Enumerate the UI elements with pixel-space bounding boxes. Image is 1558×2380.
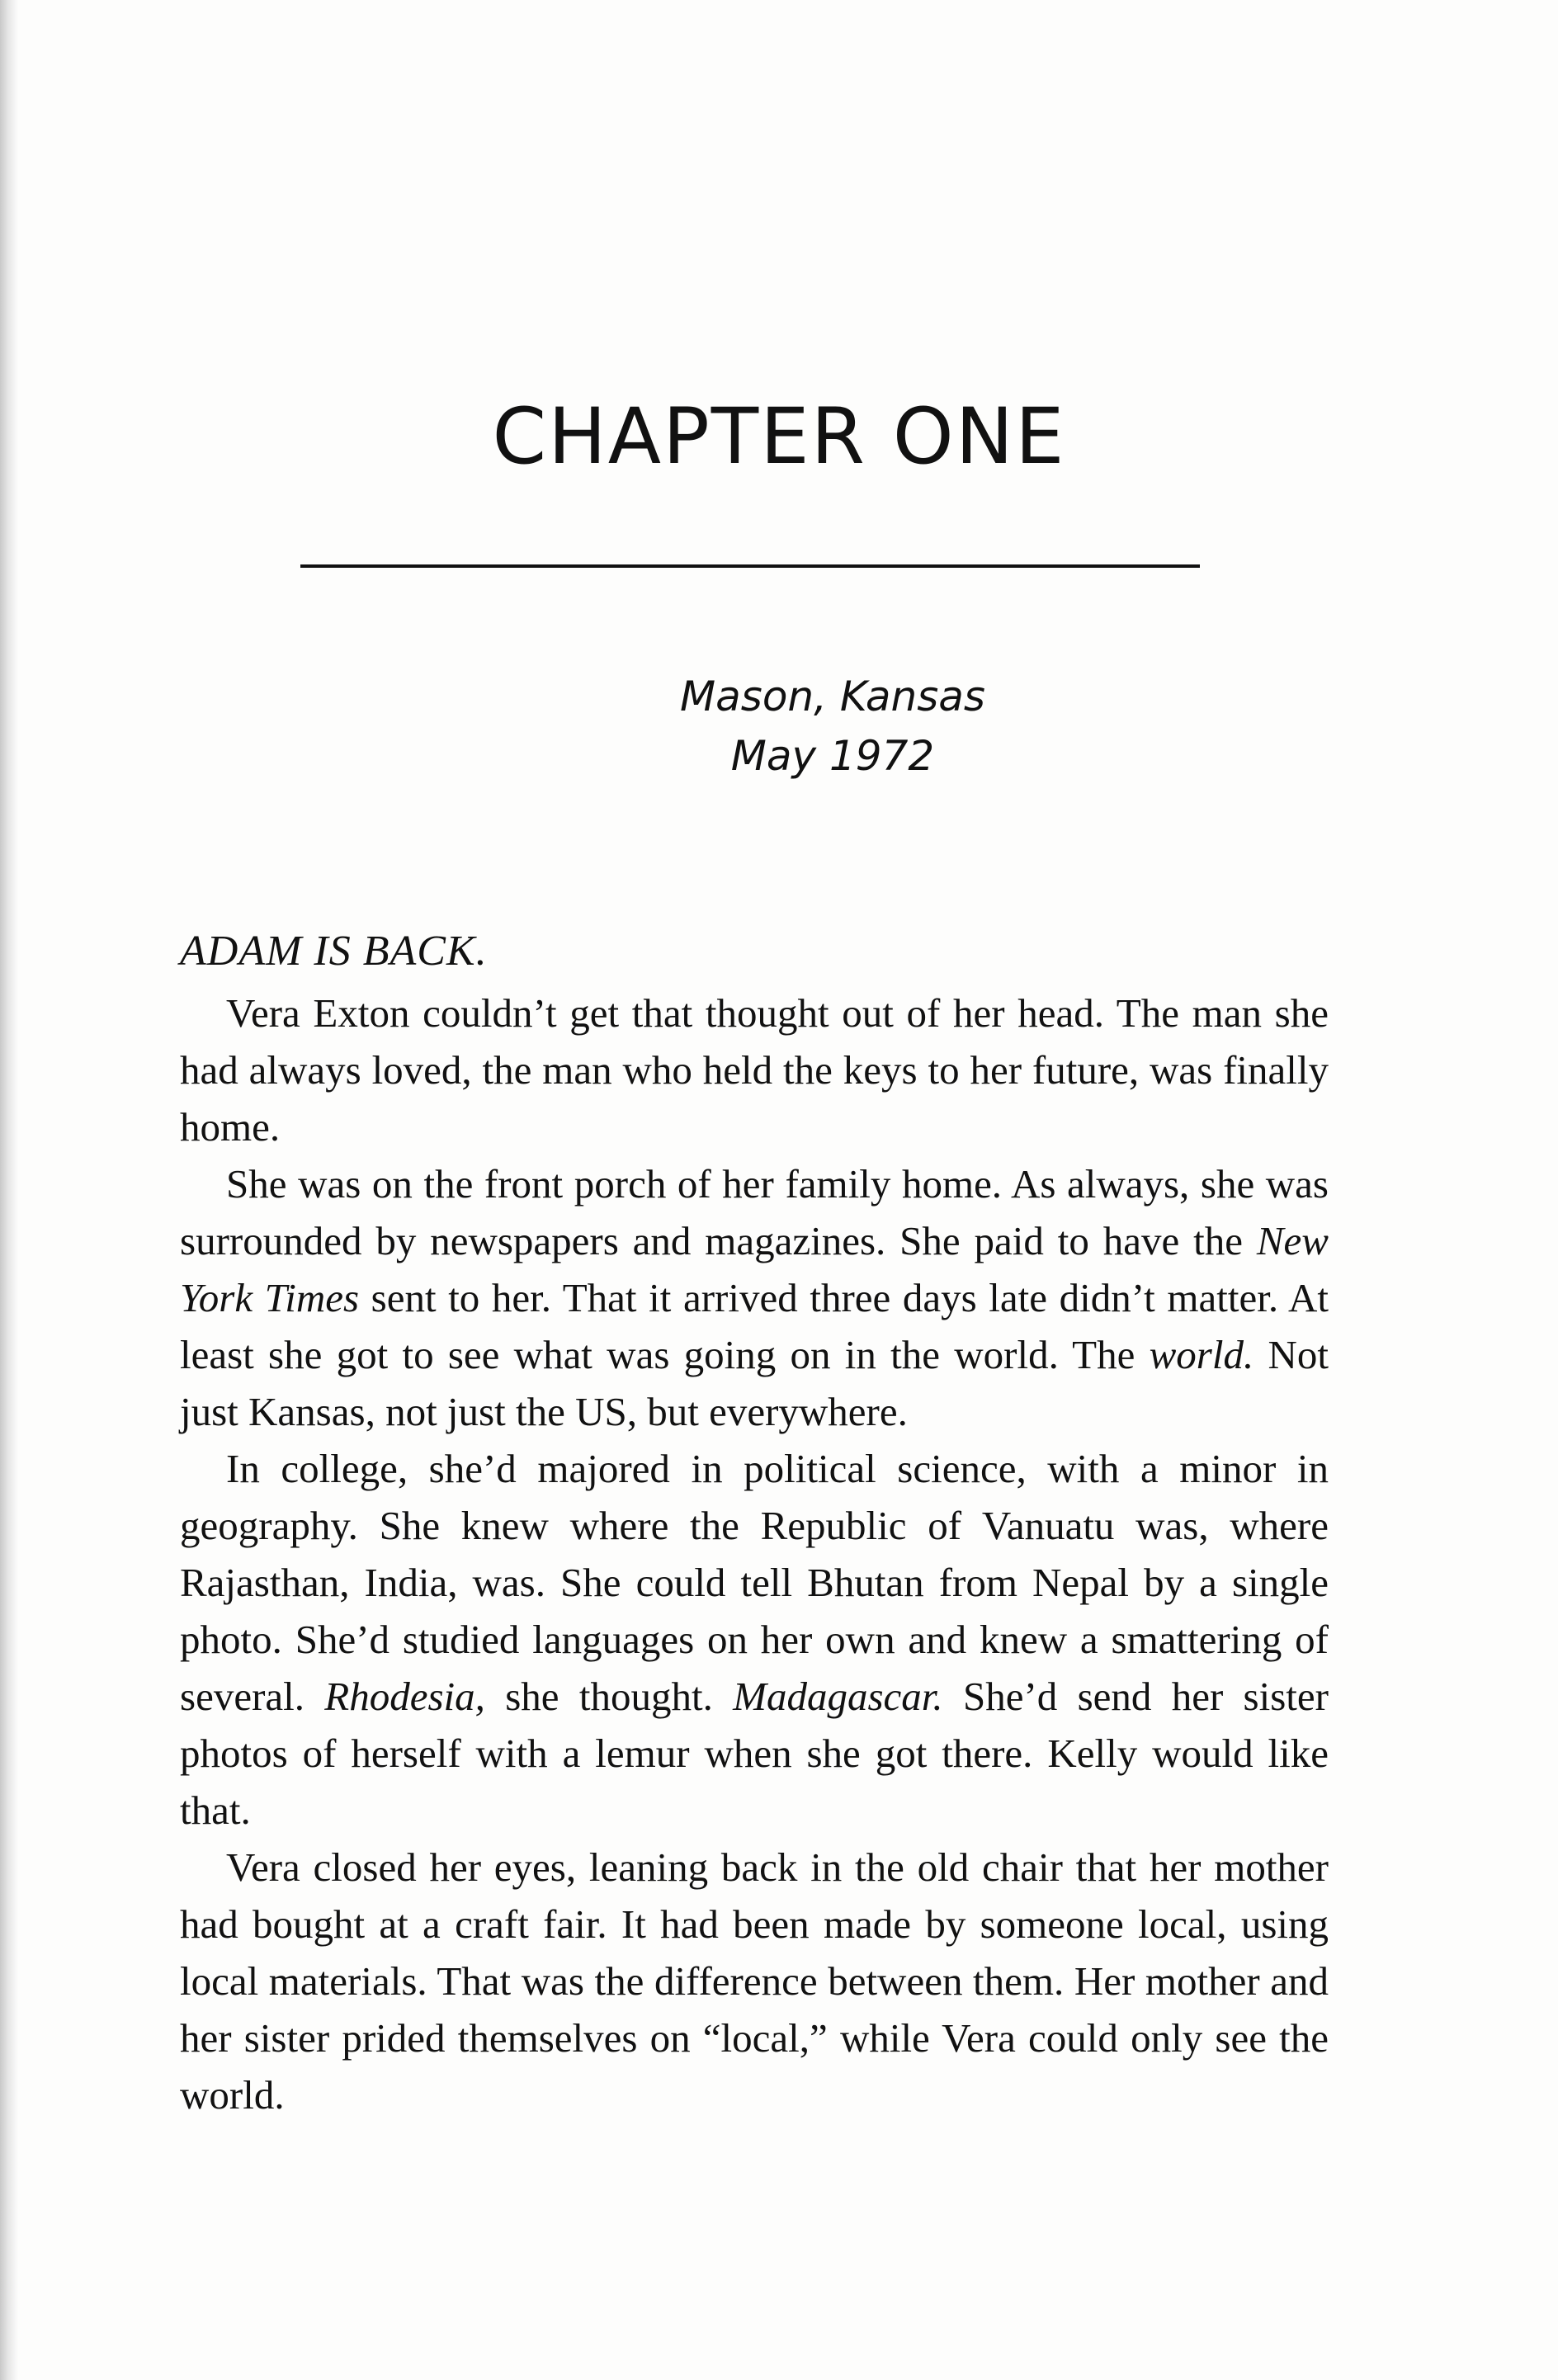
paragraph-1: Vera Exton couldn’t get that thought out of her head. The man she had always loved, the man who held the keys to her future, was finally home. (180, 990, 1329, 1150)
emphasis-madagascar: Madagascar. (733, 1674, 943, 1719)
emphasis-world: world. (1149, 1332, 1254, 1377)
paragraph-3-part-a: In college, she’d majored in political science, with a minor in geography. She knew where the Republic of Vanuatu was, where Rajasthan, India, was. She could tell Bhutan from Nepal by a single photo. She’d studied languages on her own and knew a smattering of several. (180, 1446, 1329, 1719)
page-binding-shadow (0, 0, 18, 2380)
paragraph-2-part-a: She was on the front porch of her family home. As always, she was surrounded by newspapers and magazines. She paid to have the (180, 1161, 1329, 1263)
dateline-place: Mason, Kansas (680, 673, 985, 720)
paragraph-3 (180, 1440, 1329, 1839)
emphasis-rhodesia: Rhodesia, (324, 1674, 485, 1719)
paragraph-2-part-c: Not just Kansas, not just the US, but everywhere. (180, 1332, 1329, 1434)
chapter-title: CHAPTER ONE (492, 392, 1066, 482)
paragraph-2 (180, 1155, 1329, 1440)
paragraph-4: Vera closed her eyes, leaning back in the old chair that her mother had bought at a craft fair. It had been made by someone local, using local materials. That was the difference between them. Her mother and her sister prided themselves on “local,” while Vera could only see the world. (180, 1844, 1329, 2118)
dateline-date: May 1972 (730, 732, 935, 780)
dateline (0, 667, 1558, 786)
opening-line: ADAM IS BACK. (180, 928, 488, 975)
chapter-rule-divider (300, 564, 1200, 568)
chapter-body (180, 923, 1329, 2123)
paragraph-3-part-b: she thought. (484, 1674, 734, 1719)
newspaper-title: New York Times (180, 1218, 1329, 1320)
paragraph-3-part-c: She’d send her sister photos of herself with a lemur when she got there. Kelly would like that. (180, 1674, 1329, 1833)
paragraph-2-part-b: sent to her. That it arrived three days late didn’t matter. At least she got to see what was going on in the world. The (180, 1275, 1329, 1377)
